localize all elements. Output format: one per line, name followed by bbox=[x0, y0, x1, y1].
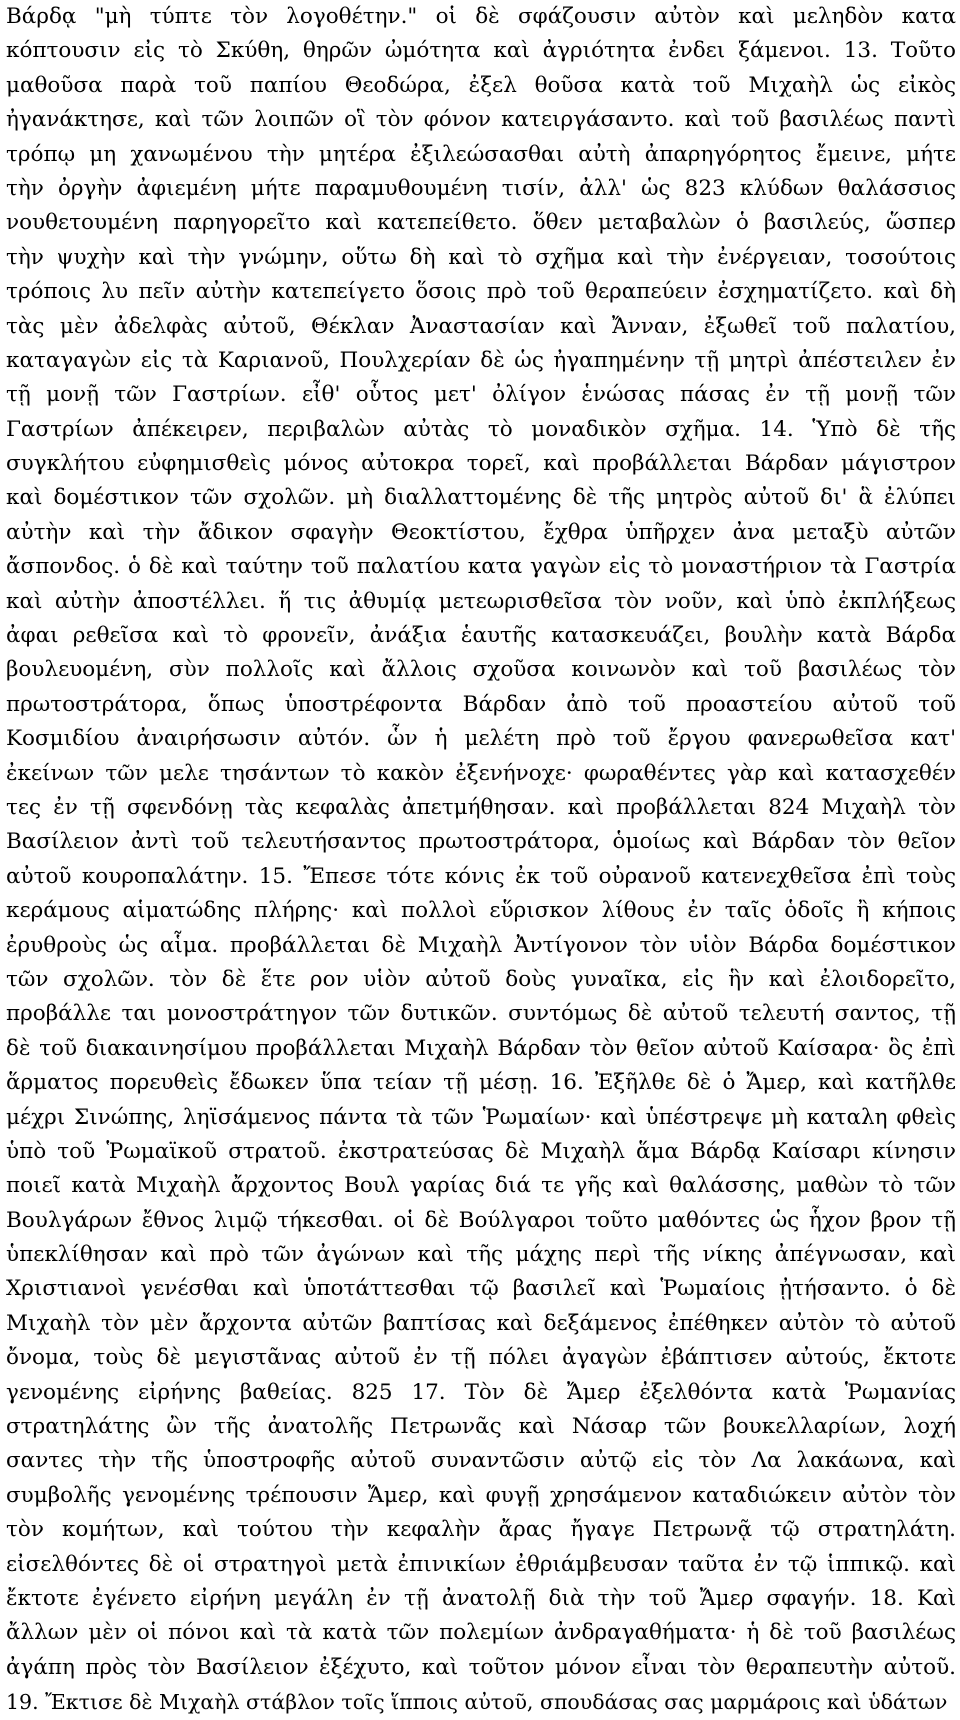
text-line: συγκλήτου εὐφημισθεὶς μόνος αὐτοκρα τορεῖ, καὶ προβάλλεται Βάρδαν μάγιστρον bbox=[6, 451, 956, 477]
text-line: τες ἐν τῇ σφενδόνῃ τὰς κεφαλὰς ἀπετμήθησαν. καὶ προβάλλεται 824 Μιχαὴλ τὸν bbox=[6, 794, 956, 820]
text-line: Βασίλειον ἀντὶ τοῦ τελευτήσαντος πρωτοστράτορα, ὁμοίως καὶ Βάρδαν τὸν θεῖον bbox=[6, 829, 956, 855]
text-line: ἄλλων μὲν οἱ πόνοι καὶ τὰ κατὰ τῶν πολεμίων ἀνδραγαθήματα· ἡ δὲ τοῦ βασιλέως bbox=[6, 1620, 956, 1646]
text-line: ἀγάπη πρὸς τὸν Βασίλειον ἐξέχυτο, καὶ τοῦτον μόνον εἶναι τὸν θεραπευτὴν αὐτοῦ. bbox=[6, 1654, 956, 1680]
text-line: καταγαγὼν εἰς τὰ Καριανοῦ, Πουλχερίαν δὲ ὡς ἠγαπημένην τῇ μητρὶ ἀπέστειλεν ἐν bbox=[6, 347, 956, 373]
text-line: κεράμους αἱματώδης πλήρης· καὶ πολλοὶ εὕρισκον λίθους ἐν ταῖς ὁδοῖς ἢ κήποις bbox=[6, 898, 956, 924]
text-line: δὲ τοῦ διακαινησίμου προβάλλεται Μιχαὴλ Βάρδαν τὸν θεῖον αὐτοῦ Καίσαρα· ὃς ἐπὶ bbox=[6, 1035, 956, 1061]
text-line: Κοσμιδίου ἀναιρήσωσιν αὐτόν. ὧν ἡ μελέτη πρὸ τοῦ ἔργου φανερωθεῖσα κατ' bbox=[6, 726, 956, 752]
text-line: γενομένης εἰρήνης βαθείας. 825 17. Τὸν δὲ Ἄμερ ἐξελθόντα κατὰ Ῥωμανίας bbox=[6, 1379, 956, 1405]
text-line: ἅρματος πορευθεὶς ἔδωκεν ὕπα τείαν τῇ μέσῃ. 16. Ἐξῆλθε δὲ ὁ Ἄμερ, καὶ κατῆλθε bbox=[6, 1070, 956, 1096]
text-line: πρωτοστράτορα, ὅπως ὑποστρέφοντα Βάρδαν ἀπὸ τοῦ προαστείου αὐτοῦ τοῦ bbox=[6, 691, 956, 717]
text-line: τρόποις λυ πεῖν αὐτὴν κατεπείγετο ὅσοις πρὸ τοῦ θεραπεύειν ἐσχηματίζετο. καὶ δὴ bbox=[6, 279, 956, 305]
text-line: 19. Ἔκτισε δὲ Μιχαὴλ στάβλον τοῖς ἵπποις αὐτοῦ, σπουδάσας σας μαρμάροις καὶ ὑδάτων bbox=[6, 1690, 948, 1715]
text-line: τὰς μὲν ἀδελφὰς αὐτοῦ, Θέκλαν Ἀναστασίαν καὶ Ἄνναν, ἐξωθεῖ τοῦ παλατίου, bbox=[6, 313, 956, 339]
text-line: καὶ δομέστικον τῶν σχολῶν. μὴ διαλλαττομένης δὲ τῆς μητρὸς αὐτοῦ δι' ἃ ἐλύπει bbox=[6, 485, 956, 511]
text-line: Μιχαὴλ τὸν μὲν ἄρχοντα αὐτῶν βαπτίσας καὶ δεξάμενος ἐπέθηκεν αὐτὸν τὸ αὐτοῦ bbox=[6, 1310, 956, 1336]
text-line: συμβολῆς γενομένης τρέπουσιν Ἄμερ, καὶ φυγῇ χρησάμενον καταδιώκειν αὐτὸν τὸν bbox=[6, 1482, 956, 1508]
text-line: Βουλγάρων ἔθνος λιμῷ τήκεσθαι. οἱ δὲ Βούλγαροι τοῦτο μαθόντες ὡς ἧχον βρον τῇ bbox=[6, 1207, 956, 1233]
text-line: μαθοῦσα παρὰ τοῦ παπίου Θεοδώρα, ἐξελ θοῦσα κατὰ τοῦ Μιχαὴλ ὡς εἰκὸς bbox=[6, 72, 956, 98]
text-line: ἀφαι ρεθεῖσα καὶ τὸ φρονεῖν, ἀνάξια ἑαυτῆς κατασκευάζει, βουλὴν κατὰ Βάρδα bbox=[6, 623, 956, 649]
text-line: Χριστιανοὶ γενέσθαι καὶ ὑποτάττεσθαι τῷ βασιλεῖ καὶ Ῥωμαίοις ᾐτήσαντο. ὁ δὲ bbox=[6, 1276, 956, 1302]
text-line: κόπτουσιν εἰς τὸ Σκύθη, θηρῶν ὠμότητα καὶ ἀγριότητα ἐνδει ξάμενοι. 13. Τοῦτο bbox=[6, 38, 956, 64]
text-line: ἔκτοτε ἐγένετο εἰρήνη μεγάλη ἐν τῇ ἀνατολῇ διὰ τὴν τοῦ Ἄμερ σφαγήν. 18. Καὶ bbox=[6, 1585, 956, 1611]
text-line: ποιεῖ κατὰ Μιχαὴλ ἄρχοντος Βουλ γαρίας διά τε γῆς καὶ θαλάσσης, μαθὼν τὸ τῶν bbox=[6, 1173, 956, 1199]
text-line: Βάρδᾳ "μὴ τύπτε τὸν λογοθέτην." οἱ δὲ σφάζουσιν αὐτὸν καὶ μεληδὸν κατα bbox=[6, 4, 956, 29]
text-line: ἐκείνων τῶν μελε τησάντων τὸ κακὸν ἐξενήνοχε· φωραθέντες γὰρ καὶ κατασχεθέν bbox=[6, 760, 956, 786]
text-line: βουλευομένη, σὺν πολλοῖς καὶ ἄλλοις σχοῦσα κοινωνὸν καὶ τοῦ βασιλέως τὸν bbox=[6, 657, 956, 683]
text-line: ἄσπονδος. ὁ δὲ καὶ ταύτην τοῦ παλατίου κατα γαγὼν εἰς τὸ μοναστήριον τὰ Γαστρία bbox=[6, 554, 956, 580]
text-line: σαντες τὴν τῆς ὑποστροφῆς αὐτοῦ συναντῶσιν αὐτῷ εἰς τὸν Λα λακάωνα, καὶ bbox=[6, 1448, 956, 1474]
text-line: τῇ μονῇ τῶν Γαστρίων. εἶθ' οὗτος μετ' ὀλίγον ἑνώσας πάσας ἐν τῇ μονῇ τῶν bbox=[6, 382, 956, 408]
text-line: προβάλλε ται μονοστράτηγον τῶν δυτικῶν. συντόμως δὲ αὐτοῦ τελευτή σαντος, τῇ bbox=[6, 1001, 956, 1027]
text-line: μέχρι Σινώπης, ληϊσάμενος πάντα τὰ τῶν Ῥωμαίων· καὶ ὑπέστρεψε μὴ καταλη φθεὶς bbox=[6, 1104, 956, 1130]
text-line: αὐτὴν καὶ τὴν ἄδικον σφαγὴν Θεοκτίστου, ἔχθρα ὑπῆρχεν ἀνα μεταξὺ αὐτῶν bbox=[6, 519, 956, 545]
text-line: τὴν ὀργὴν ἀφιεμένη μήτε παραμυθουμένη τισίν, ἀλλ' ὡς 823 κλύδων θαλάσσιος bbox=[6, 175, 956, 201]
text-line: νουθετουμένη παρηγορεῖτο καὶ κατεπείθετο. ὅθεν μεταβαλὼν ὁ βασιλεύς, ὥσπερ bbox=[6, 210, 956, 236]
text-line: στρατηλάτης ὢν τῆς ἀνατολῆς Πετρωνᾶς καὶ Νάσαρ τῶν βουκελλαρίων, λοχή bbox=[6, 1414, 956, 1440]
text-line: ὑπὸ τοῦ Ῥωμαϊκοῦ στρατοῦ. ἐκστρατεύσας δὲ Μιχαὴλ ἅμα Βάρδᾳ Καίσαρι κίνησιν bbox=[6, 1138, 956, 1164]
text-line: ἐρυθροὺς ὡς αἷμα. προβάλλεται δὲ Μιχαὴλ Ἀντίγονον τὸν υἱὸν Βάρδα δομέστικον bbox=[6, 932, 956, 958]
text-line: τρόπῳ μη χανωμένου τὴν μητέρα ἐξιλεώσασθαι αὐτὴ ἀπαρηγόρητος ἔμεινε, μήτε bbox=[6, 141, 956, 167]
text-line: Γαστρίων ἀπέκειρεν, περιβαλὼν αὐτὰς τὸ μοναδικὸν σχῆμα. 14. Ὑπὸ δὲ τῆς bbox=[6, 416, 956, 442]
text-line: τὸν κομήτων, καὶ τούτου τὴν κεφαλὴν ἄρας ἤγαγε Πετρωνᾷ τῷ στρατηλάτη. bbox=[6, 1517, 956, 1543]
text-line: τὴν ψυχὴν καὶ τὴν γνώμην, οὕτω δὴ καὶ τὸ σχῆμα καὶ τὴν ἐνέργειαν, τοσούτοις bbox=[6, 244, 956, 270]
text-line: τῶν σχολῶν. τὸν δὲ ἕτε ρον υἱὸν αὐτοῦ δοὺς γυναῖκα, εἰς ἣν καὶ ἐλοιδορεῖτο, bbox=[6, 966, 956, 992]
text-line: ὑπεκλίθησαν καὶ πρὸ τῶν ἀγώνων καὶ τῆς μάχης περὶ τῆς νίκης ἀπέγνωσαν, καὶ bbox=[6, 1242, 956, 1268]
text-line: εἰσελθόντες δὲ οἱ στρατηγοὶ μετὰ ἐπινικίων ἐθριάμβευσαν ταῦτα ἐν τῷ ἱππικῷ. καὶ bbox=[6, 1551, 956, 1577]
text-line: καὶ αὐτὴν ἀποστέλλει. ἥ τις ἀθυμίᾳ μετεωρισθεῖσα τὸν νοῦν, καὶ ὑπὸ ἐκπλήξεως bbox=[6, 588, 956, 614]
text-line: αὐτοῦ κουροπαλάτην. 15. Ἔπεσε τότε κόνις ἐκ τοῦ οὐρανοῦ κατενεχθεῖσα ἐπὶ τοὺς bbox=[6, 863, 956, 889]
text-line: ἠγανάκτησε, καὶ τῶν λοιπῶν οἳ τὸν φόνον κατειργάσαντο. καὶ τοῦ βασιλέως παντὶ bbox=[6, 107, 956, 133]
text-line: ὄνομα, τοὺς δὲ μεγιστᾶνας αὐτοῦ ἐν τῇ πόλει ἀγαγὼν ἐβάπτισεν αὐτούς, ἔκτοτε bbox=[6, 1345, 956, 1371]
